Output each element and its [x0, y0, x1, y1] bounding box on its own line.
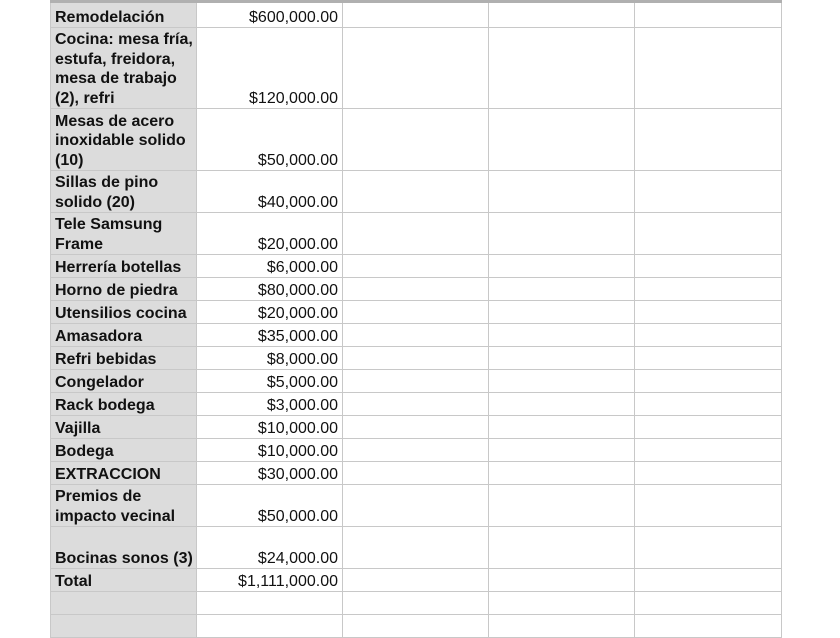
total-label-cell[interactable]: Total — [51, 569, 197, 592]
empty-cell[interactable] — [343, 2, 489, 28]
item-label-cell[interactable]: Refri bebidas — [51, 347, 197, 370]
table-row — [51, 255, 782, 278]
empty-cell[interactable] — [343, 485, 489, 527]
item-label-cell[interactable]: Bocinas sonos (3) — [51, 527, 197, 569]
empty-cell[interactable] — [343, 592, 489, 615]
empty-cell[interactable] — [343, 171, 489, 213]
empty-cell[interactable] — [635, 347, 782, 370]
amount-cell[interactable]: $10,000.00 — [197, 439, 343, 462]
table-row — [51, 439, 782, 462]
empty-cell[interactable] — [635, 615, 782, 638]
empty-cell[interactable] — [635, 28, 782, 109]
item-label-cell[interactable]: Sillas de pino solido (20) — [51, 171, 197, 213]
table-row — [51, 347, 782, 370]
empty-cell[interactable] — [635, 393, 782, 416]
empty-cell[interactable] — [635, 324, 782, 347]
amount-cell[interactable]: $50,000.00 — [197, 109, 343, 171]
amount-cell[interactable]: $80,000.00 — [197, 278, 343, 301]
empty-cell[interactable] — [635, 370, 782, 393]
amount-cell[interactable] — [197, 615, 343, 638]
empty-cell[interactable] — [343, 301, 489, 324]
amount-cell[interactable]: $40,000.00 — [197, 171, 343, 213]
empty-cell[interactable] — [489, 347, 635, 370]
amount-cell[interactable]: $24,000.00 — [197, 527, 343, 569]
item-label-cell[interactable]: Amasadora — [51, 324, 197, 347]
item-label-cell[interactable]: Congelador — [51, 370, 197, 393]
amount-cell[interactable]: $35,000.00 — [197, 324, 343, 347]
item-label-cell[interactable]: Premios de impacto vecinal — [51, 485, 197, 527]
amount-cell[interactable]: $20,000.00 — [197, 213, 343, 255]
empty-cell[interactable] — [343, 569, 489, 592]
empty-cell[interactable] — [489, 439, 635, 462]
table-row — [51, 301, 782, 324]
amount-cell[interactable]: $50,000.00 — [197, 485, 343, 527]
item-label-cell[interactable]: Mesas de acero inoxidable solido (10) — [51, 109, 197, 171]
empty-cell[interactable] — [635, 485, 782, 527]
amount-cell[interactable]: $20,000.00 — [197, 301, 343, 324]
table-row — [51, 213, 782, 255]
empty-cell[interactable] — [635, 109, 782, 171]
empty-cell[interactable] — [635, 255, 782, 278]
empty-cell[interactable] — [343, 615, 489, 638]
empty-cell[interactable] — [635, 278, 782, 301]
empty-cell[interactable] — [489, 171, 635, 213]
amount-cell[interactable]: $5,000.00 — [197, 370, 343, 393]
empty-cell[interactable] — [489, 592, 635, 615]
amount-cell[interactable] — [197, 592, 343, 615]
item-label-cell[interactable]: Cocina: mesa fría, estufa, freidora, mesa de trabajo (2), refri — [51, 28, 197, 109]
table-row — [51, 393, 782, 416]
item-label-cell[interactable]: EXTRACCION — [51, 462, 197, 485]
item-label-cell[interactable]: Utensilios cocina — [51, 301, 197, 324]
empty-cell[interactable] — [635, 462, 782, 485]
table-row — [51, 2, 782, 28]
item-label-cell[interactable]: Vajilla — [51, 416, 197, 439]
empty-cell[interactable] — [343, 324, 489, 347]
item-label-cell[interactable]: Bodega — [51, 439, 197, 462]
table-row — [51, 416, 782, 439]
table-row — [51, 109, 782, 171]
empty-cell[interactable] — [343, 347, 489, 370]
empty-cell[interactable] — [635, 416, 782, 439]
table-row — [51, 171, 782, 213]
amount-cell[interactable]: $8,000.00 — [197, 347, 343, 370]
empty-cell[interactable] — [489, 485, 635, 527]
amount-cell[interactable]: $120,000.00 — [197, 28, 343, 109]
empty-cell[interactable] — [489, 527, 635, 569]
table-row — [51, 485, 782, 527]
empty-cell[interactable] — [343, 370, 489, 393]
empty-cell[interactable] — [489, 213, 635, 255]
empty-cell[interactable] — [489, 416, 635, 439]
empty-cell[interactable] — [343, 527, 489, 569]
table-row — [51, 615, 782, 638]
amount-cell[interactable]: $3,000.00 — [197, 393, 343, 416]
amount-cell[interactable]: $30,000.00 — [197, 462, 343, 485]
item-label-cell[interactable]: Remodelación — [51, 2, 197, 28]
empty-cell[interactable] — [489, 370, 635, 393]
item-label-cell[interactable]: Tele Samsung Frame — [51, 213, 197, 255]
item-label-cell[interactable]: Rack bodega — [51, 393, 197, 416]
empty-cell[interactable] — [489, 278, 635, 301]
empty-cell[interactable] — [489, 255, 635, 278]
empty-cell[interactable] — [635, 439, 782, 462]
table-row — [51, 324, 782, 347]
empty-cell[interactable] — [343, 439, 489, 462]
table-row — [51, 370, 782, 393]
table-row — [51, 592, 782, 615]
empty-cell[interactable] — [489, 324, 635, 347]
item-label-cell[interactable] — [51, 615, 197, 638]
table-row — [51, 569, 782, 592]
total-amount-cell[interactable]: $1,111,000.00 — [197, 569, 343, 592]
empty-cell[interactable] — [343, 278, 489, 301]
spreadsheet-table — [50, 0, 782, 638]
empty-cell[interactable] — [489, 109, 635, 171]
item-label-cell[interactable] — [51, 592, 197, 615]
empty-cell[interactable] — [343, 462, 489, 485]
item-label-cell[interactable]: Herrería botellas — [51, 255, 197, 278]
empty-cell[interactable] — [489, 462, 635, 485]
empty-cell[interactable] — [343, 393, 489, 416]
empty-cell[interactable] — [489, 393, 635, 416]
amount-cell[interactable]: $6,000.00 — [197, 255, 343, 278]
table-row — [51, 28, 782, 109]
empty-cell[interactable] — [489, 2, 635, 28]
empty-cell[interactable] — [635, 527, 782, 569]
empty-cell[interactable] — [635, 569, 782, 592]
empty-cell[interactable] — [635, 213, 782, 255]
empty-cell[interactable] — [343, 255, 489, 278]
empty-cell[interactable] — [489, 569, 635, 592]
empty-cell[interactable] — [635, 171, 782, 213]
table-row — [51, 527, 782, 569]
empty-cell[interactable] — [489, 28, 635, 109]
item-label-cell[interactable]: Horno de piedra — [51, 278, 197, 301]
table-row — [51, 462, 782, 485]
empty-cell[interactable] — [489, 615, 635, 638]
empty-cell[interactable] — [635, 592, 782, 615]
empty-cell[interactable] — [343, 28, 489, 109]
table-row — [51, 278, 782, 301]
empty-cell[interactable] — [635, 2, 782, 28]
amount-cell[interactable]: $10,000.00 — [197, 416, 343, 439]
empty-cell[interactable] — [343, 213, 489, 255]
empty-cell[interactable] — [343, 109, 489, 171]
empty-cell[interactable] — [489, 301, 635, 324]
empty-cell[interactable] — [635, 301, 782, 324]
empty-cell[interactable] — [343, 416, 489, 439]
amount-cell[interactable]: $600,000.00 — [197, 2, 343, 28]
